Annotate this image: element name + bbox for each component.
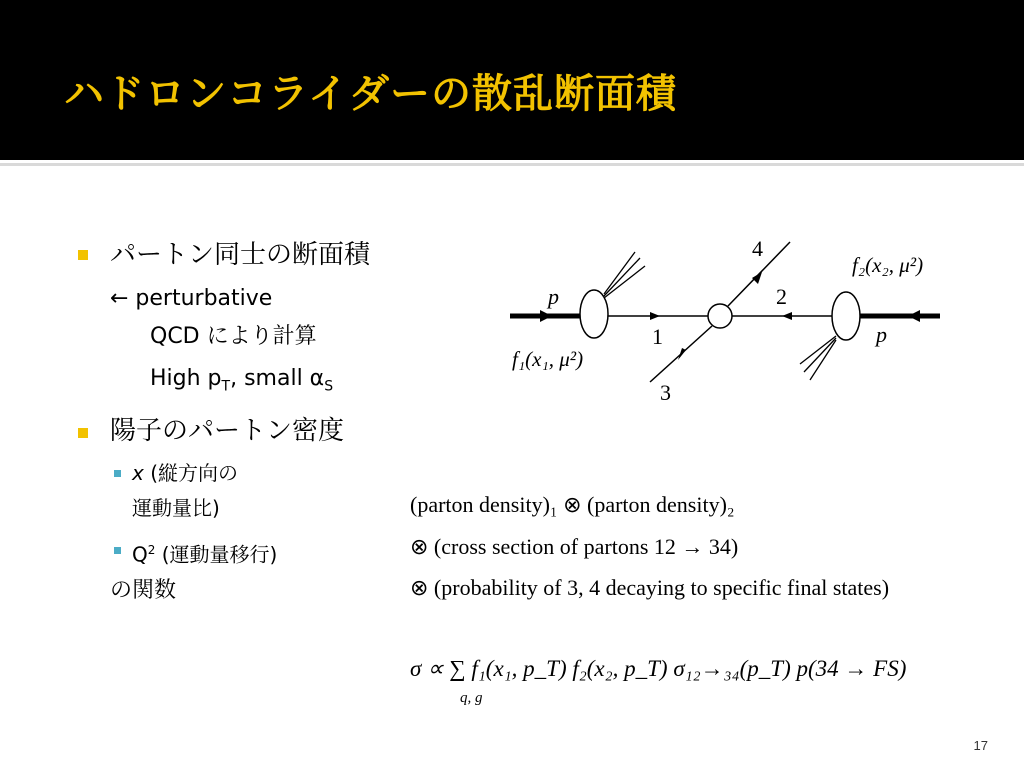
parton-scattering-diagram: [500, 232, 970, 412]
sub-bullet-marker: [114, 470, 121, 477]
formula-line-1: (parton density)₁ ⊗ (parton density)₂: [410, 492, 735, 517]
right-spray-line: [804, 338, 836, 372]
parton-3-arrow: [678, 348, 686, 360]
left-spray-line: [604, 266, 645, 298]
bullet-1-qcd-line: QCD により計算: [150, 324, 317, 349]
small-alpha-text: , small α: [230, 366, 325, 391]
high-pt-text: High p: [150, 366, 222, 391]
formula-line-3: ⊗ (probability of 3, 4 decaying to specific final states): [410, 575, 890, 600]
right-proton-blob: [832, 292, 860, 340]
label-p-left: p: [548, 284, 559, 309]
x-description: (縦方向の: [143, 461, 239, 485]
label-parton-2: 2: [776, 284, 787, 309]
right-proton-arrow: [908, 310, 920, 322]
left-spray-line: [604, 252, 635, 294]
label-f2: f₂(x₂, μ²): [852, 253, 924, 277]
bullet-marker: [78, 250, 88, 260]
perturbative-text: perturbative: [128, 286, 273, 311]
bullet-1-title: パートン同士の断面積: [110, 240, 371, 270]
left-proton-blob: [580, 290, 608, 338]
parton-2-arrow: [782, 312, 792, 320]
label-parton-3: 3: [660, 380, 671, 405]
q-superscript: 2: [147, 543, 156, 557]
title-divider: [0, 163, 1024, 166]
sub-bullet-marker: [114, 547, 121, 554]
cross-section-formula: σ ∝ ∑ f₁(x₁, p_T) f₂(x₂, p_T) σ₁₂→₃₄(p_T) p(34 → FS): [410, 656, 907, 681]
slide-title: ハドロンコライダーの散乱断面積: [64, 71, 677, 117]
left-arrow-icon: ←: [110, 286, 129, 311]
bullet-2-title: 陽子のパートン密度: [110, 416, 345, 446]
sub-bullet-x-line2: 運動量比): [132, 496, 220, 520]
title-bar: [0, 0, 1024, 160]
function-of-text: の関数: [110, 578, 177, 603]
left-spray-line: [604, 258, 640, 296]
hard-scatter-vertex: [708, 304, 732, 328]
bullet-1-arrow-line: [110, 286, 272, 312]
parton-4-arrow: [752, 272, 762, 284]
q2-description: (運動量移行): [155, 542, 278, 567]
parton-1-arrow: [650, 312, 660, 320]
pt-subscript: T: [221, 378, 231, 395]
q-text: Q: [132, 542, 148, 567]
left-proton-arrow: [540, 310, 552, 322]
label-f1: f₁(x₁, μ²): [512, 347, 584, 371]
sub-bullet-q2: [132, 538, 277, 567]
bullet-marker: [78, 428, 88, 438]
sub-bullet-x: [132, 461, 238, 485]
right-spray-line: [800, 336, 836, 364]
label-p-right: p: [876, 322, 887, 347]
sum-subscript: q, g: [460, 690, 483, 706]
alpha-subscript: S: [324, 378, 334, 395]
x-variable: x: [132, 461, 144, 485]
formula-line-2: ⊗ (cross section of partons 12 → 34): [410, 534, 739, 559]
page-number: 17: [973, 738, 988, 753]
label-parton-1: 1: [652, 324, 663, 349]
label-parton-4: 4: [752, 236, 763, 261]
bullet-1-kinematics-line: [150, 366, 333, 399]
